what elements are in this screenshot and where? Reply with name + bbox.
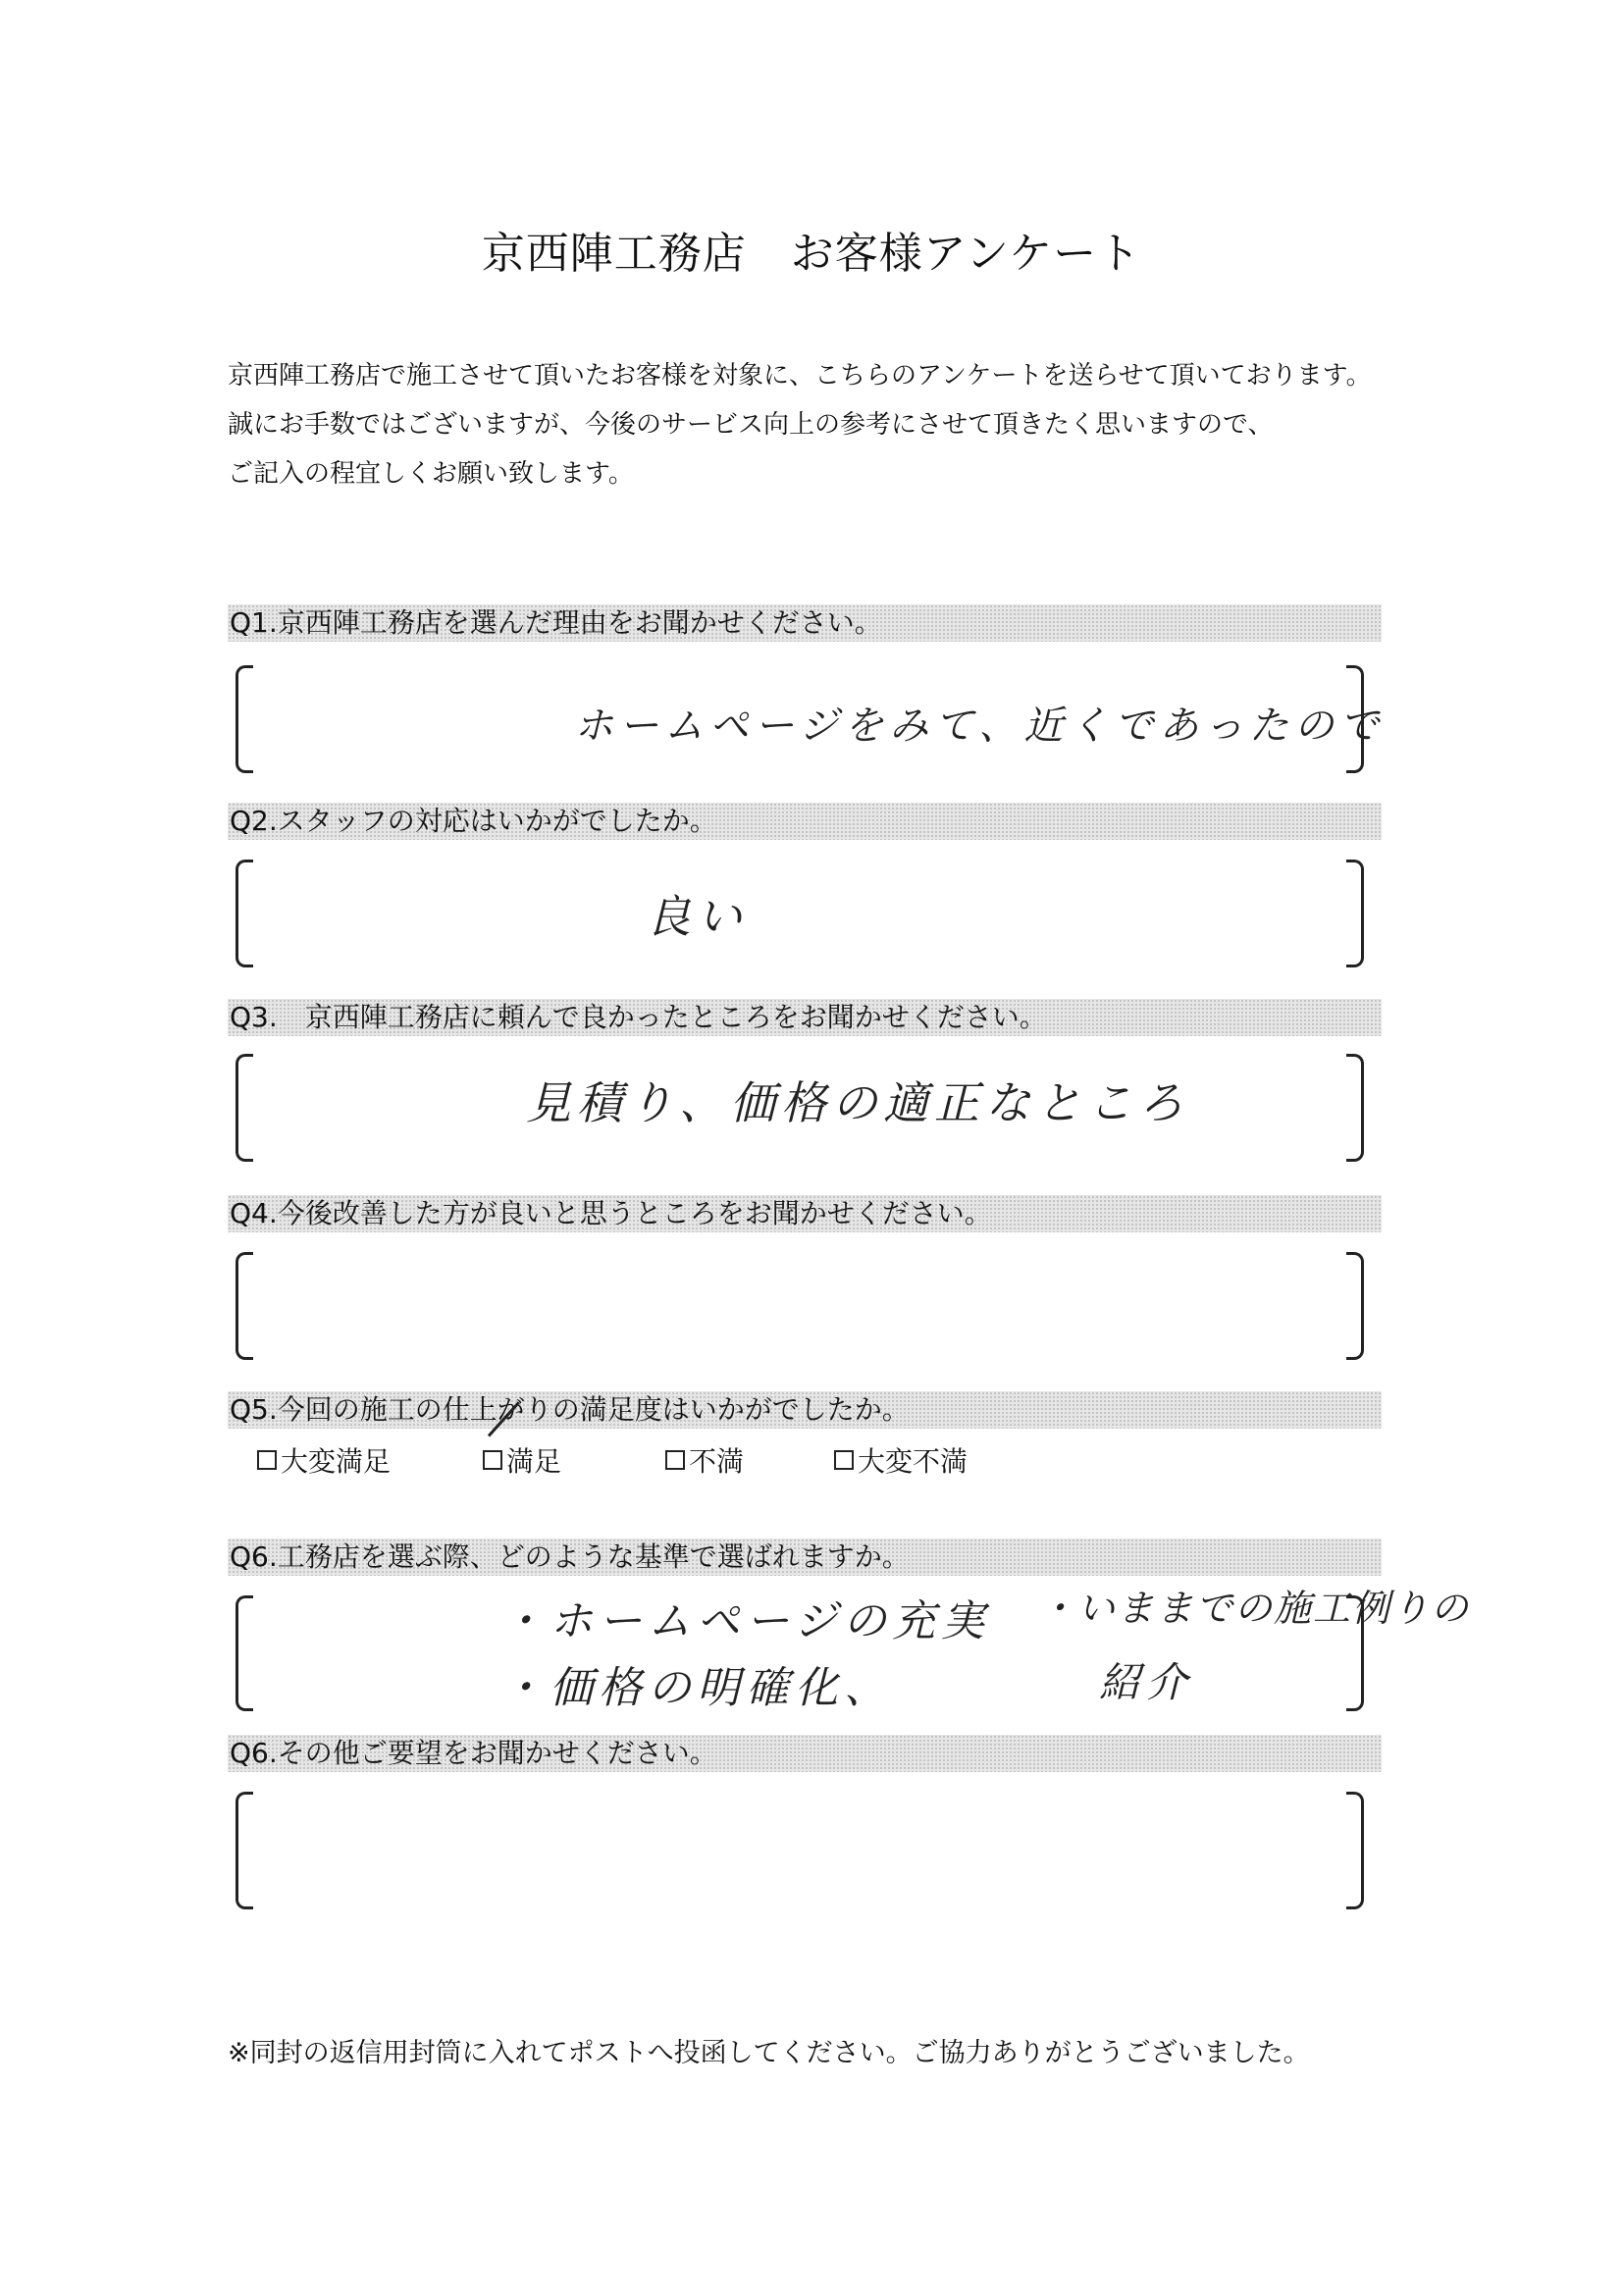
answer-box-7[interactable]	[236, 1792, 1364, 1909]
handwritten-answer-6-right2: 紹介	[1099, 1658, 1194, 1706]
intro-line: ご記入の程宜しくお願い致します。	[228, 459, 634, 489]
bracket-left	[236, 665, 253, 773]
question-5-label: Q5.今回の施工の仕上がりの満足度はいかがでしたか。	[228, 1391, 1382, 1429]
intro-line: 誠にお手数ではございますが、今後のサービス向上の参考にさせて頂きたく思いますので、	[228, 410, 1274, 440]
checkbox[interactable]	[834, 1450, 854, 1470]
answer-box-1[interactable]	[236, 665, 1385, 773]
question-1-label: Q1.京西陣工務店を選んだ理由をお聞かせください。	[228, 604, 1382, 642]
handwritten-answer-6-right1: ・いままでの施工例りの	[1038, 1587, 1471, 1630]
question-6-label: Q6.工務店を選ぶ際、どのような基準で選ばれますか。	[228, 1539, 1382, 1576]
handwritten-answer-2: 良い	[646, 890, 748, 943]
bracket-right	[1346, 1252, 1364, 1360]
intro-line: 京西陣工務店で施工させて頂いたお客様を対象に、こちらのアンケートを送らせて頂いております。	[228, 361, 1372, 391]
answer-box-3[interactable]	[236, 1054, 1364, 1162]
question-7-label: Q6.その他ご要望をお聞かせください。	[228, 1735, 1382, 1772]
checkbox[interactable]	[257, 1450, 277, 1470]
option-very-dissatisfied[interactable]	[834, 1440, 968, 1480]
answer-box-4[interactable]	[236, 1252, 1364, 1360]
page-title: 京西陣工務店 お客様アンケート	[481, 229, 1142, 279]
bracket-right	[1346, 860, 1364, 967]
bracket-left	[236, 1792, 253, 1909]
option-label: 大変満足	[281, 1445, 392, 1478]
option-dissatisfied[interactable]	[665, 1440, 744, 1480]
bracket-left	[236, 1252, 253, 1360]
handwritten-answer-6-line2: ・価格の明確化、	[500, 1663, 893, 1713]
question-4-label: Q4.今後改善した方が良いと思うところをお聞かせください。	[228, 1195, 1382, 1232]
option-satisfied[interactable]	[483, 1440, 561, 1480]
handwritten-answer-3: 見積り、価格の適正なところ	[526, 1076, 1189, 1129]
bracket-left	[236, 860, 253, 967]
checkbox-checked[interactable]	[483, 1450, 502, 1470]
handwritten-answer-6-line1: ・ホームページの充実	[500, 1596, 991, 1646]
footer-note: ※同封の返信用封筒に入れてポストへ投函してください。ご協力ありがとうございました。	[228, 2038, 1310, 2068]
bracket-right	[1346, 1054, 1364, 1162]
answer-box-6[interactable]	[236, 1587, 1471, 1713]
option-label: 満足	[506, 1445, 562, 1478]
option-label: 大変不満	[858, 1445, 969, 1478]
bracket-left	[236, 1595, 253, 1711]
option-very-satisfied[interactable]	[257, 1440, 391, 1480]
intro-text	[228, 351, 1503, 498]
question-2-label: Q2.スタッフの対応はいかがでしたか。	[228, 803, 1382, 840]
handwritten-answer-1: ホームページをみて、近くであったので	[574, 704, 1385, 749]
answer-box-2[interactable]	[236, 860, 1364, 967]
question-3-label: Q3. 京西陣工務店に頼んで良かったところをお聞かせください。	[228, 999, 1382, 1036]
bracket-right	[1346, 1792, 1364, 1909]
bracket-left	[236, 1054, 253, 1162]
option-label: 不満	[689, 1445, 745, 1478]
checkbox[interactable]	[665, 1450, 685, 1470]
